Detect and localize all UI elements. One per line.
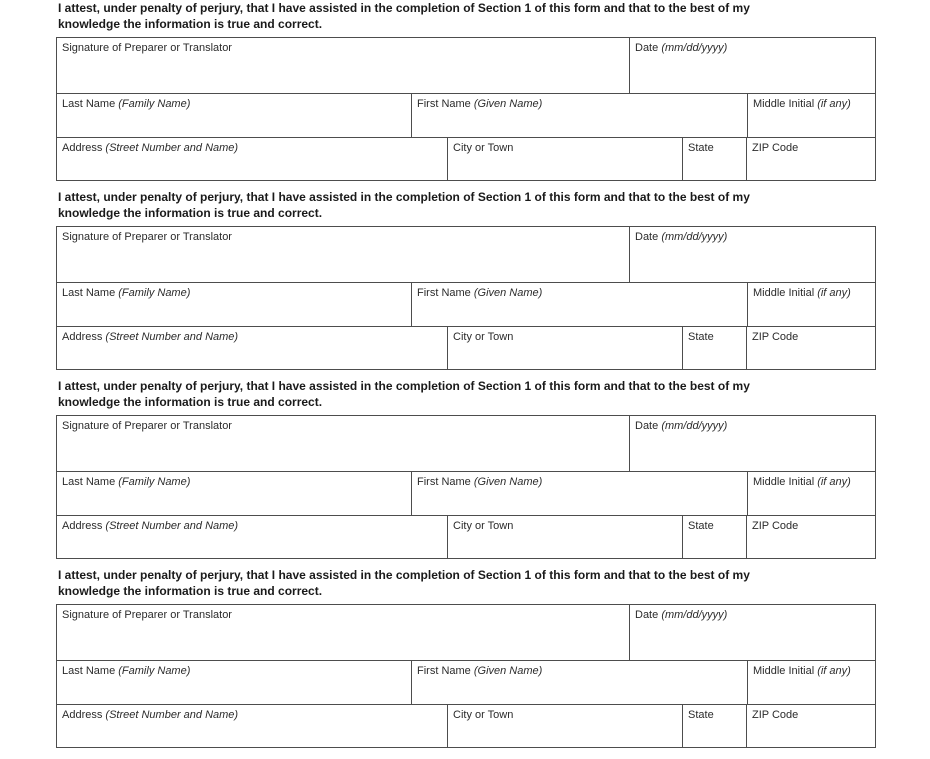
first-name-label: First Name [417, 287, 471, 299]
first-name-field[interactable] [411, 661, 747, 704]
attestation-line-2: knowledge the information is true and correct. [58, 17, 323, 31]
state-label: State [688, 709, 714, 721]
address-hint: (Street Number and Name) [105, 331, 239, 343]
last-name-field[interactable] [57, 94, 411, 137]
state-label: State [688, 331, 714, 343]
zip-label: ZIP Code [752, 331, 799, 343]
date-label: Date [635, 420, 659, 432]
middle-initial-hint: (if any) [817, 665, 851, 677]
middle-initial-field[interactable] [747, 283, 875, 326]
attestation-line-2: knowledge the information is true and correct. [58, 584, 323, 598]
zip-label: ZIP Code [752, 709, 799, 721]
table-row [57, 93, 875, 137]
preparer-translator-block-2 [56, 189, 876, 381]
first-name-label: First Name [417, 665, 471, 677]
city-field[interactable] [447, 705, 682, 747]
first-name-field[interactable] [411, 472, 747, 515]
last-name-hint: (Family Name) [118, 665, 191, 677]
first-name-hint: (Given Name) [473, 98, 543, 110]
attestation-line-1: I attest, under penalty of perjury, that I have assisted in the completion of Section 1 of this form and that to the best of my [58, 1, 750, 15]
preparer-info-table [56, 604, 876, 748]
address-label: Address [62, 331, 103, 343]
state-field[interactable] [682, 705, 746, 747]
signature-label: Signature of Preparer or Translator [62, 42, 232, 54]
city-field[interactable] [447, 138, 682, 180]
attestation-text [56, 189, 876, 221]
attestation-text [56, 0, 876, 32]
city-label: City or Town [453, 142, 514, 154]
date-field[interactable] [629, 416, 875, 471]
zip-field[interactable] [746, 138, 875, 180]
attestation-line-1: I attest, under penalty of perjury, that I have assisted in the completion of Section 1 of this form and that to the best of my [58, 379, 750, 393]
state-field[interactable] [682, 516, 746, 558]
address-label: Address [62, 520, 103, 532]
middle-initial-hint: (if any) [817, 287, 851, 299]
address-hint: (Street Number and Name) [105, 709, 239, 721]
signature-label: Signature of Preparer or Translator [62, 231, 232, 243]
last-name-hint: (Family Name) [118, 98, 191, 110]
zip-field[interactable] [746, 705, 875, 747]
last-name-label: Last Name [62, 665, 116, 677]
first-name-field[interactable] [411, 283, 747, 326]
preparer-info-table [56, 226, 876, 370]
attestation-line-2: knowledge the information is true and correct. [58, 395, 323, 409]
table-row [57, 38, 875, 93]
date-field[interactable] [629, 227, 875, 282]
table-row [57, 704, 875, 747]
address-label: Address [62, 142, 103, 154]
address-field[interactable] [57, 327, 447, 369]
attestation-line-1: I attest, under penalty of perjury, that I have assisted in the completion of Section 1 of this form and that to the best of my [58, 190, 750, 204]
preparer-info-table [56, 37, 876, 181]
signature-field[interactable] [57, 38, 629, 93]
attestation-line-1: I attest, under penalty of perjury, that I have assisted in the completion of Section 1 of this form and that to the best of my [58, 568, 750, 582]
state-field[interactable] [682, 327, 746, 369]
address-field[interactable] [57, 516, 447, 558]
attestation-text [56, 567, 876, 599]
middle-initial-label: Middle Initial [753, 476, 815, 488]
city-label: City or Town [453, 331, 514, 343]
state-label: State [688, 520, 714, 532]
table-row [57, 660, 875, 704]
middle-initial-label: Middle Initial [753, 665, 815, 677]
table-row [57, 416, 875, 471]
signature-field[interactable] [57, 227, 629, 282]
date-format-hint: (mm/dd/yyyy) [661, 609, 728, 621]
table-row [57, 326, 875, 369]
last-name-field[interactable] [57, 283, 411, 326]
table-row [57, 605, 875, 660]
address-label: Address [62, 709, 103, 721]
last-name-field[interactable] [57, 472, 411, 515]
middle-initial-field[interactable] [747, 94, 875, 137]
zip-label: ZIP Code [752, 142, 799, 154]
zip-field[interactable] [746, 516, 875, 558]
last-name-hint: (Family Name) [118, 287, 191, 299]
date-label: Date [635, 231, 659, 243]
date-label: Date [635, 609, 659, 621]
last-name-label: Last Name [62, 476, 116, 488]
date-format-hint: (mm/dd/yyyy) [661, 231, 728, 243]
first-name-hint: (Given Name) [473, 476, 543, 488]
middle-initial-label: Middle Initial [753, 98, 815, 110]
city-field[interactable] [447, 327, 682, 369]
date-field[interactable] [629, 605, 875, 660]
middle-initial-field[interactable] [747, 472, 875, 515]
last-name-hint: (Family Name) [118, 476, 191, 488]
middle-initial-hint: (if any) [817, 98, 851, 110]
date-format-hint: (mm/dd/yyyy) [661, 42, 728, 54]
first-name-hint: (Given Name) [473, 665, 543, 677]
city-field[interactable] [447, 516, 682, 558]
preparer-info-table [56, 415, 876, 559]
signature-label: Signature of Preparer or Translator [62, 609, 232, 621]
address-hint: (Street Number and Name) [105, 142, 239, 154]
date-field[interactable] [629, 38, 875, 93]
middle-initial-field[interactable] [747, 661, 875, 704]
zip-label: ZIP Code [752, 520, 799, 532]
last-name-field[interactable] [57, 661, 411, 704]
attestation-line-2: knowledge the information is true and correct. [58, 206, 323, 220]
first-name-field[interactable] [411, 94, 747, 137]
first-name-hint: (Given Name) [473, 287, 543, 299]
last-name-label: Last Name [62, 98, 116, 110]
signature-field[interactable] [57, 416, 629, 471]
signature-label: Signature of Preparer or Translator [62, 420, 232, 432]
city-label: City or Town [453, 709, 514, 721]
middle-initial-hint: (if any) [817, 476, 851, 488]
preparer-translator-block-1 [56, 0, 876, 192]
signature-field[interactable] [57, 605, 629, 660]
first-name-label: First Name [417, 98, 471, 110]
preparer-translator-block-3 [56, 378, 876, 570]
table-row [57, 227, 875, 282]
table-row [57, 515, 875, 558]
address-field[interactable] [57, 138, 447, 180]
first-name-label: First Name [417, 476, 471, 488]
city-label: City or Town [453, 520, 514, 532]
table-row [57, 137, 875, 180]
address-field[interactable] [57, 705, 447, 747]
last-name-label: Last Name [62, 287, 116, 299]
state-label: State [688, 142, 714, 154]
middle-initial-label: Middle Initial [753, 287, 815, 299]
table-row [57, 282, 875, 326]
date-label: Date [635, 42, 659, 54]
state-field[interactable] [682, 138, 746, 180]
preparer-translator-block-4 [56, 567, 876, 759]
attestation-text [56, 378, 876, 410]
zip-field[interactable] [746, 327, 875, 369]
date-format-hint: (mm/dd/yyyy) [661, 420, 728, 432]
table-row [57, 471, 875, 515]
address-hint: (Street Number and Name) [105, 520, 239, 532]
